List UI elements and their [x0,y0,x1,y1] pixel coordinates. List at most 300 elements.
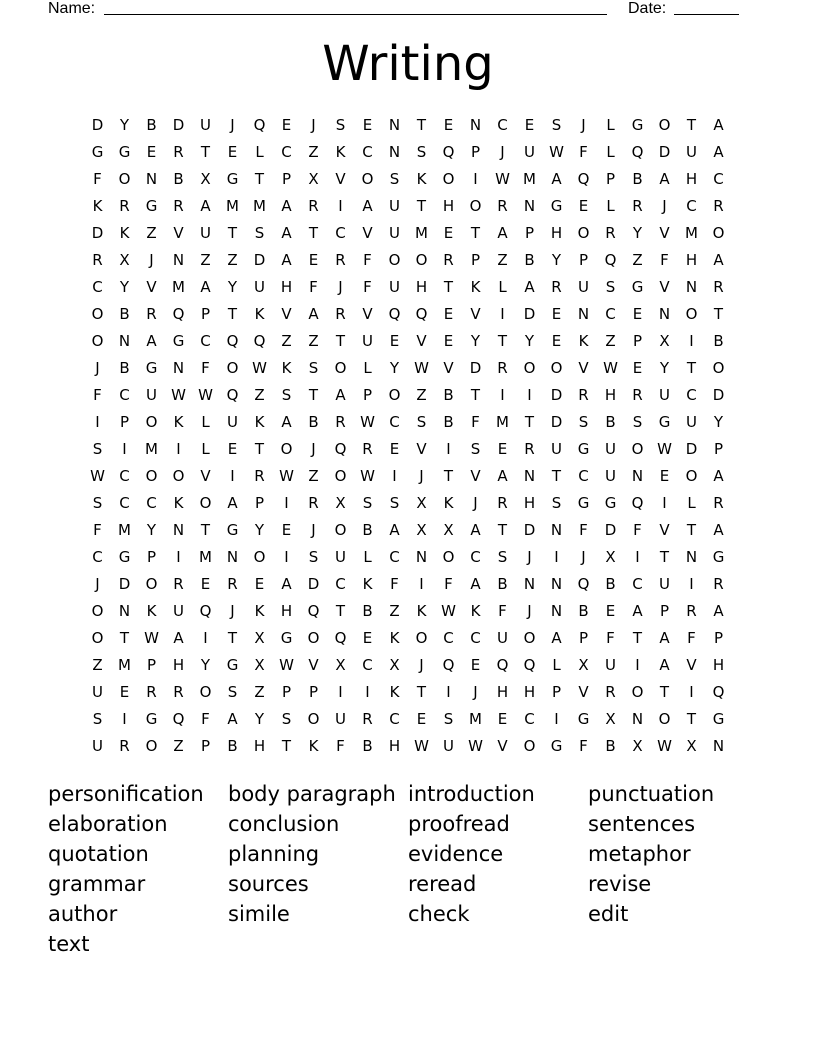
grid-letter[interactable]: X [605,710,616,728]
grid-letter[interactable]: O [442,170,455,188]
grid-letter[interactable]: E [362,629,373,647]
grid-letter[interactable]: C [524,710,535,728]
grid-letter[interactable]: Q [334,629,347,647]
grid-letter[interactable]: W [360,467,375,485]
grid-letter[interactable]: T [227,629,238,647]
grid-letter[interactable]: E [443,332,454,350]
grid-letter[interactable]: J [662,197,667,215]
grid-letter[interactable]: A [200,278,211,296]
grid-letter[interactable]: N [523,197,536,215]
grid-letter[interactable]: F [201,359,210,377]
grid-letter[interactable]: F [660,251,669,269]
grid-letter[interactable]: I [500,386,505,404]
grid-letter[interactable]: E [632,305,643,323]
grid-letter[interactable]: U [335,548,346,566]
grid-letter[interactable]: S [362,494,373,512]
grid-letter[interactable]: J [527,548,532,566]
grid-letter[interactable]: U [173,602,184,620]
grid-letter[interactable]: U [578,278,589,296]
grid-letter[interactable]: C [686,386,697,404]
grid-letter[interactable]: U [659,386,670,404]
grid-letter[interactable]: B [443,413,454,431]
grid-letter[interactable]: U [200,224,211,242]
grid-letter[interactable]: Q [172,710,185,728]
grid-letter[interactable]: X [416,521,427,539]
grid-letter[interactable]: R [119,737,130,755]
grid-letter[interactable]: J [311,521,316,539]
grid-letter[interactable]: G [172,332,185,350]
grid-letter[interactable]: W [468,737,483,755]
grid-letter[interactable]: R [497,359,508,377]
grid-letter[interactable]: E [443,224,454,242]
grid-letter[interactable]: A [551,629,562,647]
grid-letter[interactable]: X [308,170,319,188]
grid-letter[interactable]: T [119,629,130,647]
grid-letter[interactable]: P [362,386,373,404]
grid-letter[interactable]: P [119,413,130,431]
grid-letter[interactable]: V [659,521,670,539]
grid-letter[interactable]: A [281,197,292,215]
grid-letter[interactable]: D [523,521,536,539]
grid-letter[interactable]: B [362,737,373,755]
grid-letter[interactable]: P [470,251,481,269]
grid-letter[interactable]: Z [416,386,427,404]
grid-letter[interactable]: T [659,548,670,566]
grid-letter[interactable]: O [415,629,428,647]
grid-letter[interactable]: W [171,386,186,404]
grid-letter[interactable]: C [335,575,346,593]
grid-letter[interactable]: L [606,143,615,161]
grid-letter[interactable]: C [632,575,643,593]
grid-letter[interactable]: A [713,116,724,134]
grid-letter[interactable]: O [712,224,725,242]
grid-letter[interactable]: R [173,197,184,215]
grid-letter[interactable]: F [471,413,480,431]
grid-letter[interactable]: I [635,548,640,566]
grid-letter[interactable]: V [659,224,670,242]
grid-letter[interactable]: V [686,656,697,674]
grid-letter[interactable]: K [254,305,265,323]
grid-letter[interactable]: E [416,710,427,728]
grid-letter[interactable]: J [473,494,478,512]
grid-letter[interactable]: E [389,332,400,350]
grid-letter[interactable]: O [199,683,212,701]
grid-letter[interactable]: J [500,143,505,161]
grid-letter[interactable]: X [605,548,616,566]
grid-letter[interactable]: O [226,359,239,377]
grid-letter[interactable]: H [550,224,563,242]
grid-letter[interactable]: C [362,656,373,674]
grid-letter[interactable]: Y [254,521,265,539]
grid-letter[interactable]: I [527,386,532,404]
grid-letter[interactable]: M [685,224,698,242]
grid-letter[interactable]: Z [308,143,319,161]
grid-letter[interactable]: T [200,143,211,161]
grid-letter[interactable]: B [119,359,130,377]
grid-letter[interactable]: R [551,278,562,296]
grid-letter[interactable]: J [473,683,478,701]
grid-letter[interactable]: R [335,305,346,323]
grid-letter[interactable]: Q [442,656,455,674]
grid-letter[interactable]: N [550,521,563,539]
grid-letter[interactable]: H [712,656,725,674]
grid-letter[interactable]: H [172,656,185,674]
grid-letter[interactable]: I [689,683,694,701]
grid-letter[interactable]: C [389,710,400,728]
grid-letter[interactable]: M [172,278,185,296]
grid-letter[interactable]: B [632,170,643,188]
grid-letter[interactable]: M [118,656,131,674]
grid-letter[interactable]: T [416,683,427,701]
grid-letter[interactable]: R [308,197,319,215]
grid-letter[interactable]: R [632,197,643,215]
grid-letter[interactable]: O [523,359,536,377]
grid-letter[interactable]: B [605,413,616,431]
grid-letter[interactable]: P [254,494,265,512]
grid-letter[interactable]: P [281,683,292,701]
grid-letter[interactable]: B [146,116,157,134]
grid-letter[interactable]: C [281,143,292,161]
grid-letter[interactable]: A [281,224,292,242]
grid-letter[interactable]: R [443,251,454,269]
grid-letter[interactable]: Y [227,278,238,296]
grid-letter[interactable]: K [362,575,373,593]
grid-letter[interactable]: Z [92,656,103,674]
grid-letter[interactable]: F [93,170,102,188]
grid-letter[interactable]: D [307,575,320,593]
grid-letter[interactable]: O [658,116,671,134]
grid-letter[interactable]: C [389,548,400,566]
grid-letter[interactable]: O [334,467,347,485]
grid-letter[interactable]: R [497,197,508,215]
grid-letter[interactable]: N [226,548,239,566]
grid-letter[interactable]: R [713,197,724,215]
grid-letter[interactable]: B [713,332,724,350]
grid-letter[interactable]: X [416,494,427,512]
grid-letter[interactable]: W [657,440,672,458]
grid-letter[interactable]: O [631,683,644,701]
grid-letter[interactable]: U [227,413,238,431]
grid-letter[interactable]: N [550,602,563,620]
grid-letter[interactable]: F [687,629,696,647]
grid-letter[interactable]: V [146,278,157,296]
grid-letter[interactable]: O [307,629,320,647]
grid-letter[interactable]: O [145,575,158,593]
grid-letter[interactable]: U [389,278,400,296]
grid-letter[interactable]: K [335,143,346,161]
grid-letter[interactable]: L [498,278,507,296]
grid-letter[interactable]: U [389,224,400,242]
grid-letter[interactable]: E [659,467,670,485]
grid-letter[interactable]: S [254,224,265,242]
grid-letter[interactable]: A [632,602,643,620]
grid-letter[interactable]: C [200,332,211,350]
grid-letter[interactable]: O [145,737,158,755]
grid-letter[interactable]: I [392,467,397,485]
grid-letter[interactable]: W [414,359,429,377]
grid-letter[interactable]: O [118,170,131,188]
grid-letter[interactable]: E [281,521,292,539]
grid-letter[interactable]: H [280,602,293,620]
grid-letter[interactable]: I [689,332,694,350]
grid-letter[interactable]: K [443,494,454,512]
grid-letter[interactable]: V [308,656,319,674]
grid-letter[interactable]: T [443,467,454,485]
grid-letter[interactable]: Z [146,224,157,242]
grid-letter[interactable]: A [497,224,508,242]
grid-letter[interactable]: B [578,602,589,620]
grid-letter[interactable]: O [469,197,482,215]
grid-letter[interactable]: A [227,710,238,728]
grid-letter[interactable]: F [444,575,453,593]
grid-letter[interactable]: F [579,737,588,755]
grid-letter[interactable]: R [308,494,319,512]
grid-letter[interactable]: G [118,548,131,566]
grid-letter[interactable]: W [360,413,375,431]
grid-letter[interactable]: T [524,413,535,431]
grid-letter[interactable]: K [470,278,481,296]
grid-letter[interactable]: P [200,305,211,323]
grid-letter[interactable]: I [365,683,370,701]
grid-letter[interactable]: P [200,737,211,755]
grid-letter[interactable]: R [713,494,724,512]
grid-letter[interactable]: O [280,440,293,458]
grid-letter[interactable]: X [254,629,265,647]
grid-letter[interactable]: K [578,332,589,350]
grid-letter[interactable]: O [415,251,428,269]
grid-letter[interactable]: C [362,143,373,161]
grid-letter[interactable]: G [118,143,131,161]
grid-letter[interactable]: Y [551,251,562,269]
grid-letter[interactable]: D [118,575,131,593]
grid-letter[interactable]: Q [226,386,239,404]
grid-letter[interactable]: P [524,224,535,242]
grid-letter[interactable]: P [578,629,589,647]
grid-letter[interactable]: T [686,116,697,134]
grid-letter[interactable]: I [338,683,343,701]
grid-letter[interactable]: A [551,170,562,188]
grid-letter[interactable]: R [146,305,157,323]
grid-letter[interactable]: T [335,332,346,350]
grid-letter[interactable]: U [443,737,454,755]
grid-letter[interactable]: Y [119,116,130,134]
grid-letter[interactable]: I [635,656,640,674]
grid-letter[interactable]: H [388,737,401,755]
grid-letter[interactable]: F [390,575,399,593]
grid-letter[interactable]: D [469,359,482,377]
grid-letter[interactable]: W [414,737,429,755]
grid-letter[interactable]: W [549,143,564,161]
grid-letter[interactable]: X [335,494,346,512]
grid-letter[interactable]: L [201,413,210,431]
grid-letter[interactable]: E [497,440,508,458]
grid-letter[interactable]: B [173,170,184,188]
grid-letter[interactable]: W [603,359,618,377]
grid-letter[interactable]: J [419,656,424,674]
grid-letter[interactable]: S [416,413,427,431]
grid-letter[interactable]: O [523,629,536,647]
grid-letter[interactable]: M [145,440,158,458]
grid-letter[interactable]: S [578,413,589,431]
grid-letter[interactable]: Y [200,656,211,674]
grid-letter[interactable]: K [254,602,265,620]
grid-letter[interactable]: O [91,602,104,620]
grid-letter[interactable]: N [172,359,185,377]
grid-letter[interactable]: O [91,332,104,350]
grid-letter[interactable]: E [551,332,562,350]
grid-letter[interactable]: B [605,737,616,755]
grid-letter[interactable]: Y [659,359,670,377]
grid-letter[interactable]: R [335,413,346,431]
grid-letter[interactable]: G [577,494,590,512]
grid-letter[interactable]: H [685,170,698,188]
grid-letter[interactable]: M [415,224,428,242]
grid-letter[interactable]: P [470,143,481,161]
grid-letter[interactable]: F [201,710,210,728]
grid-letter[interactable]: Z [308,332,319,350]
grid-letter[interactable]: K [92,197,103,215]
grid-letter[interactable]: B [119,305,130,323]
grid-letter[interactable]: R [92,251,103,269]
grid-letter[interactable]: U [551,440,562,458]
grid-letter[interactable]: I [230,467,235,485]
grid-letter[interactable]: Y [119,278,130,296]
grid-letter[interactable]: Q [712,683,725,701]
grid-letter[interactable]: T [335,602,346,620]
grid-letter[interactable]: I [500,305,505,323]
grid-letter[interactable]: A [470,521,481,539]
grid-letter[interactable]: A [200,197,211,215]
grid-letter[interactable]: Z [497,251,508,269]
grid-letter[interactable]: J [149,251,154,269]
grid-letter[interactable]: K [389,629,400,647]
grid-letter[interactable]: N [658,305,671,323]
grid-letter[interactable]: A [497,467,508,485]
grid-letter[interactable]: A [281,251,292,269]
grid-letter[interactable]: V [578,359,589,377]
grid-letter[interactable]: I [662,494,667,512]
grid-letter[interactable]: E [200,575,211,593]
grid-letter[interactable]: A [146,332,157,350]
grid-letter[interactable]: F [336,737,345,755]
grid-letter[interactable]: D [604,521,617,539]
grid-letter[interactable]: T [659,683,670,701]
grid-letter[interactable]: O [91,629,104,647]
grid-letter[interactable]: D [712,386,725,404]
grid-letter[interactable]: Z [254,683,265,701]
grid-letter[interactable]: L [606,116,615,134]
grid-letter[interactable]: W [441,602,456,620]
grid-letter[interactable]: R [632,386,643,404]
grid-letter[interactable]: G [658,413,671,431]
grid-letter[interactable]: N [388,143,401,161]
grid-letter[interactable]: K [416,170,427,188]
grid-letter[interactable]: C [443,629,454,647]
grid-letter[interactable]: I [284,548,289,566]
grid-letter[interactable]: X [389,656,400,674]
grid-letter[interactable]: E [497,710,508,728]
grid-letter[interactable]: H [604,386,617,404]
grid-letter[interactable]: W [495,170,510,188]
grid-letter[interactable]: Q [253,332,266,350]
grid-letter[interactable]: Z [200,251,211,269]
grid-letter[interactable]: T [713,305,724,323]
grid-letter[interactable]: D [172,116,185,134]
grid-letter[interactable]: N [631,710,644,728]
grid-letter[interactable]: R [335,251,346,269]
grid-letter[interactable]: U [605,656,616,674]
grid-letter[interactable]: I [284,494,289,512]
grid-letter[interactable]: E [227,143,238,161]
grid-letter[interactable]: G [226,521,239,539]
grid-letter[interactable]: S [308,548,319,566]
grid-letter[interactable]: I [338,197,343,215]
grid-letter[interactable]: R [713,575,724,593]
grid-letter[interactable]: E [443,305,454,323]
grid-letter[interactable]: O [388,251,401,269]
grid-letter[interactable]: R [362,710,373,728]
grid-letter[interactable]: P [632,332,643,350]
grid-letter[interactable]: X [119,251,130,269]
grid-letter[interactable]: G [226,656,239,674]
grid-letter[interactable]: G [145,359,158,377]
grid-letter[interactable]: G [145,197,158,215]
grid-letter[interactable]: O [334,359,347,377]
grid-letter[interactable]: L [255,143,264,161]
grid-letter[interactable]: E [254,575,265,593]
grid-letter[interactable]: T [686,710,697,728]
grid-letter[interactable]: M [496,413,509,431]
grid-letter[interactable]: X [254,656,265,674]
grid-letter[interactable]: K [146,602,157,620]
grid-letter[interactable]: C [686,197,697,215]
grid-letter[interactable]: Q [226,332,239,350]
grid-letter[interactable]: H [415,278,428,296]
grid-letter[interactable]: I [122,710,127,728]
grid-letter[interactable]: F [633,521,642,539]
grid-letter[interactable]: X [200,170,211,188]
grid-letter[interactable]: P [551,683,562,701]
grid-letter[interactable]: A [281,413,292,431]
grid-letter[interactable]: A [362,197,373,215]
grid-letter[interactable]: R [686,602,697,620]
grid-letter[interactable]: S [551,116,562,134]
grid-letter[interactable]: N [523,467,536,485]
grid-letter[interactable]: U [686,143,697,161]
grid-letter[interactable]: J [95,359,100,377]
grid-letter[interactable]: P [146,656,157,674]
grid-letter[interactable]: F [606,629,615,647]
grid-letter[interactable]: O [199,494,212,512]
grid-letter[interactable]: F [309,278,318,296]
grid-letter[interactable]: T [470,224,481,242]
grid-letter[interactable]: U [524,143,535,161]
grid-letter[interactable]: J [581,116,586,134]
grid-letter[interactable]: E [119,683,130,701]
grid-letter[interactable]: A [281,575,292,593]
grid-letter[interactable]: N [172,251,185,269]
grid-letter[interactable]: M [469,710,482,728]
grid-letter[interactable]: Z [389,602,400,620]
grid-letter[interactable]: E [389,440,400,458]
grid-letter[interactable]: V [443,359,454,377]
grid-letter[interactable]: F [93,521,102,539]
grid-letter[interactable]: G [226,170,239,188]
grid-letter[interactable]: U [254,278,265,296]
grid-letter[interactable]: A [713,251,724,269]
grid-letter[interactable]: Z [281,332,292,350]
grid-letter[interactable]: Y [524,332,535,350]
